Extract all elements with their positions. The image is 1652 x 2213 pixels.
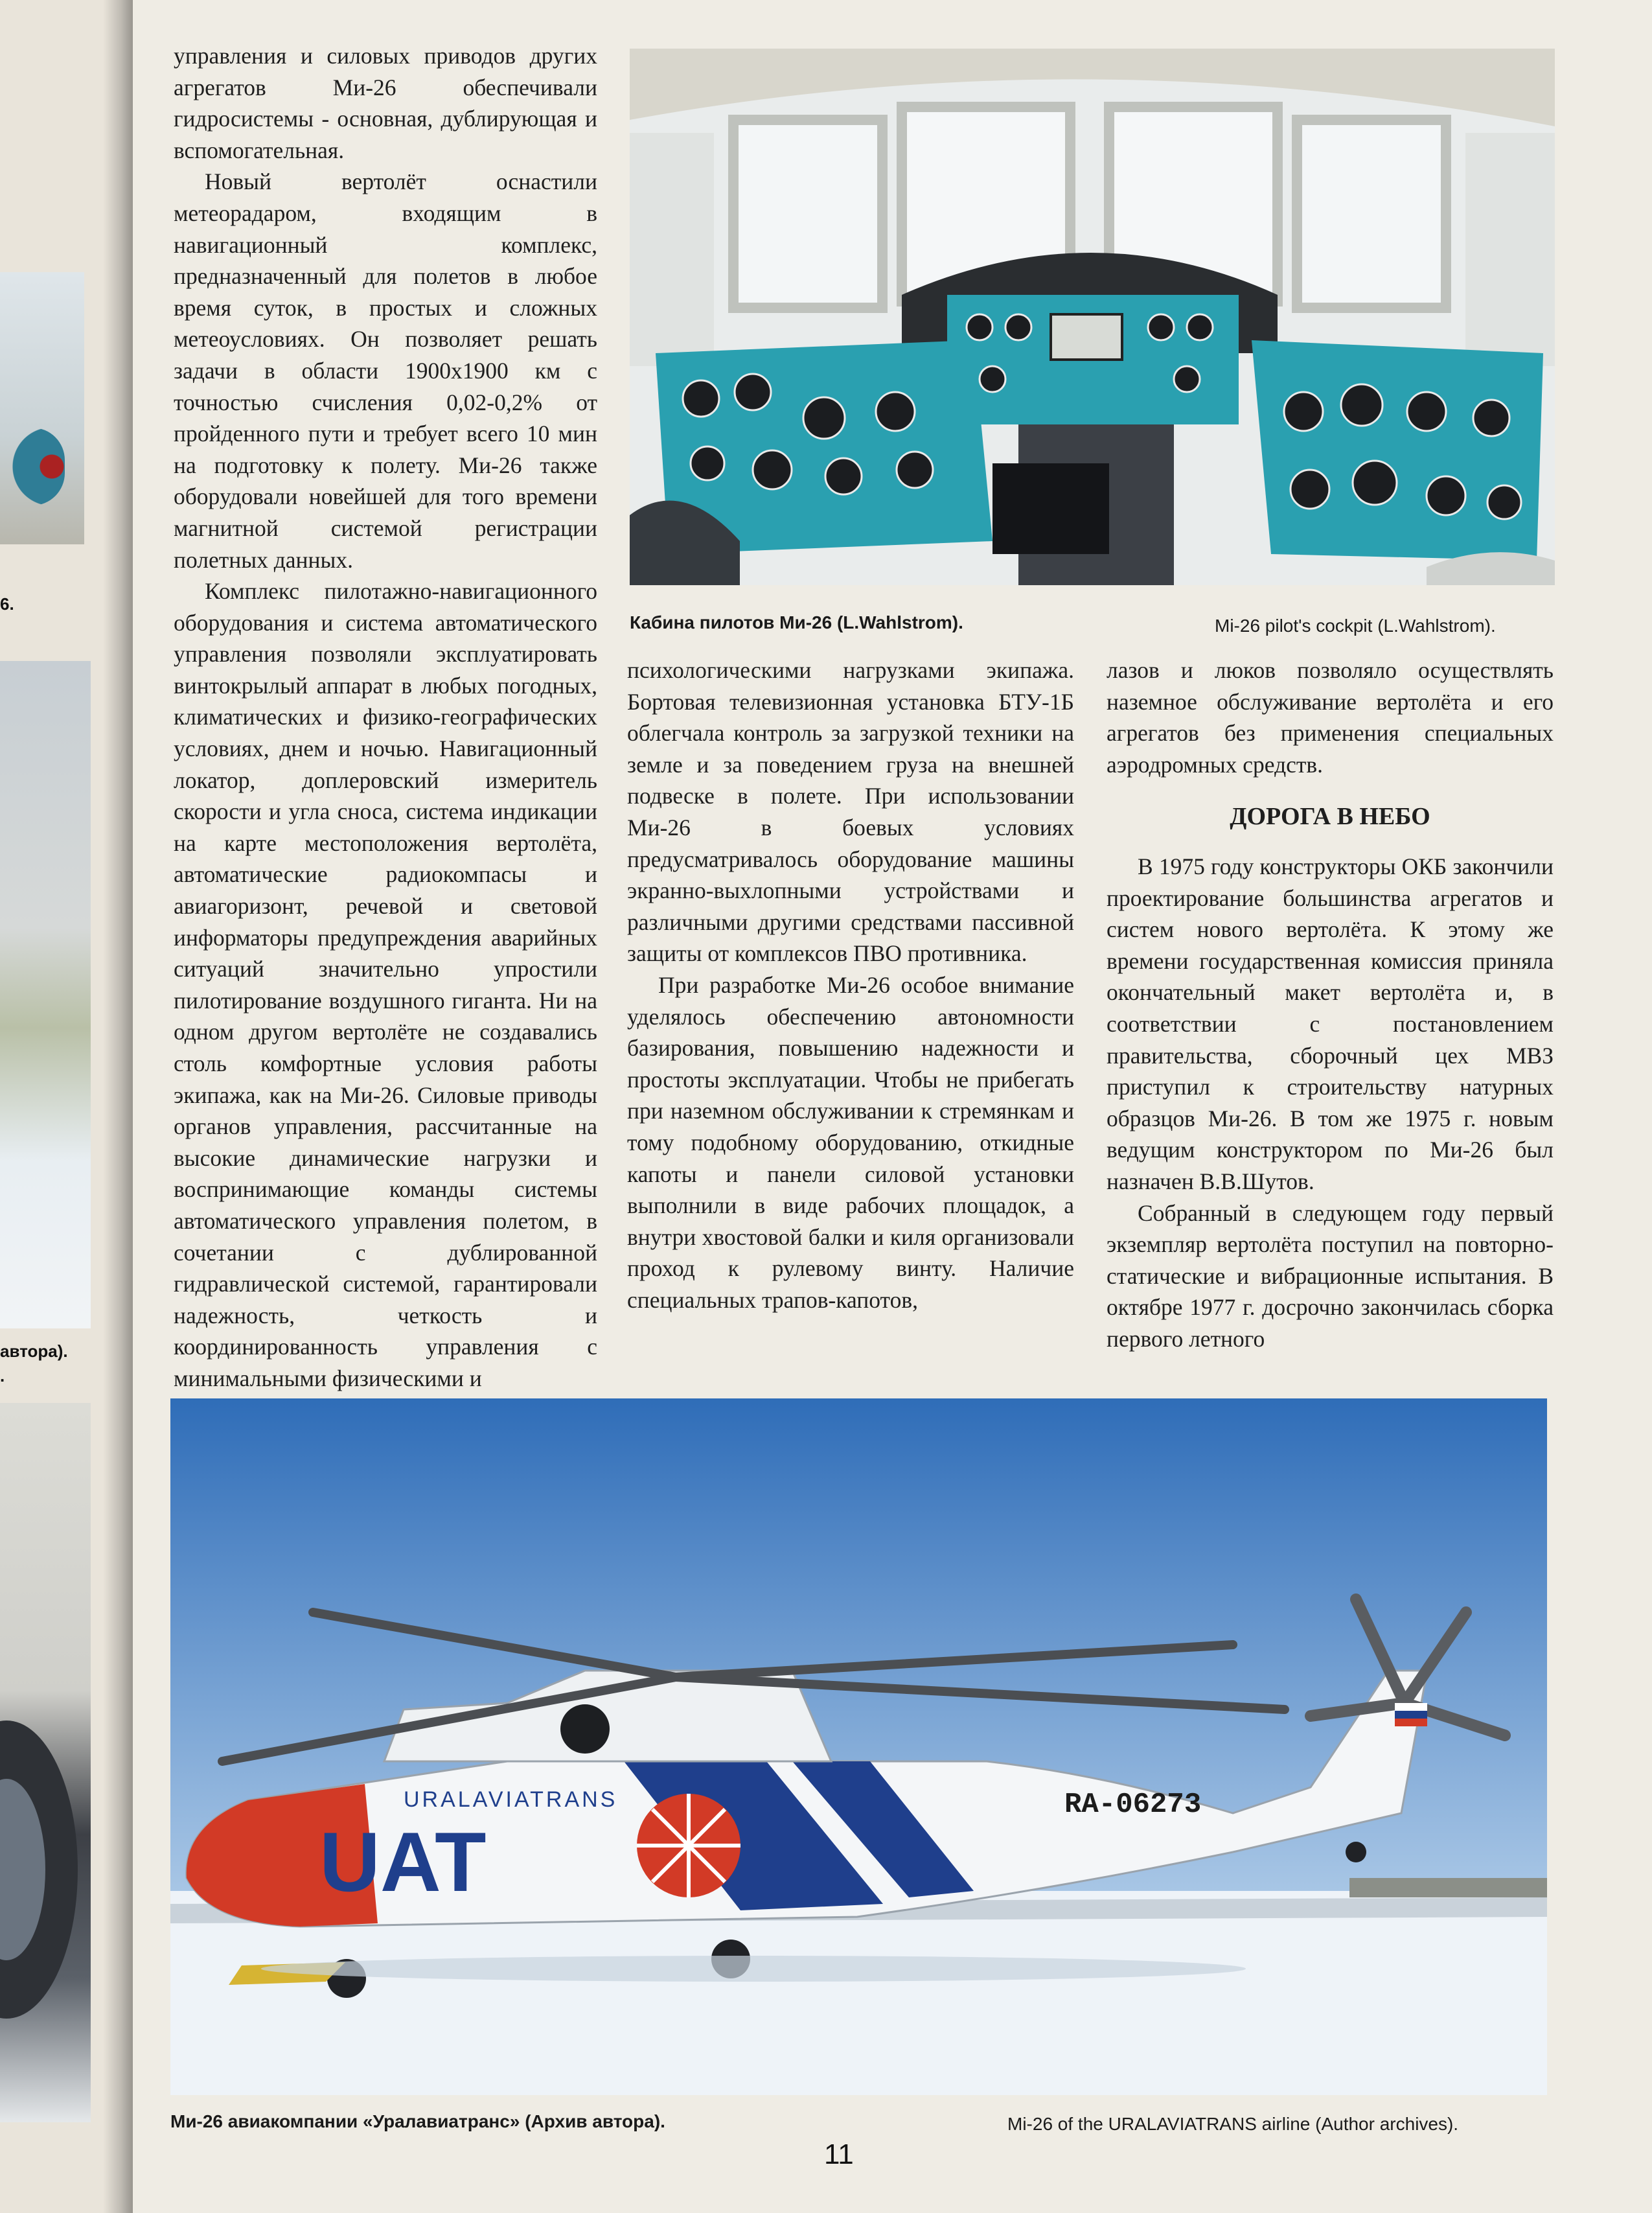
- cockpit-photo: [630, 49, 1555, 585]
- paragraph: психологическими нагрузками экипажа. Бортовая телевизионная установка БТУ-1Б облегчала контроль за загрузкой техники на земле и за поведением груза на внешней подвеске в полете. При использовании Ми-26 в боевых условиях предусматривалось оборудование машины экранно-выхлопными устройствами и различными другими средствами пассивной защиты от комплексов ПВО противника.: [627, 657, 1074, 967]
- paragraph: При разработке Ми-26 особое внимание уделялось обеспечению автономности базирования, повышению надежности и простоты эксплуатации. Чтобы не прибегать при наземном обслуживании к стремянкам и тому подобному оборудованию, откидные капоты и панели силовой установки выполнили в виде рабочих площадок, а внутри хвостовой балки и киля организовали проход к рулевому винту. Наличие специальных трапов-капотов,: [627, 971, 1074, 1313]
- page-spine-shadow: [103, 0, 133, 2213]
- pipe-detail: [0, 428, 65, 505]
- text-column-1: [174, 40, 597, 1395]
- cockpit-caption-en: Mi-26 pilot's cockpit (L.Wahlstrom).: [1215, 616, 1496, 636]
- left-facing-page: [0, 0, 133, 2213]
- livery-name-text: URALAVIATRANS: [404, 1787, 618, 1812]
- helicopter-caption-ru: Ми-26 авиакомпании «Уралавиатранс» (Архив автора).: [170, 2111, 665, 2131]
- text-column-2: [627, 655, 1074, 1315]
- left-page-photo-middle: [0, 661, 91, 1328]
- section-heading: ДОРОГА В НЕБО: [1230, 803, 1430, 831]
- helicopter-caption-en: Mi-26 of the URALAVIATRANS airline (Author archives).: [1007, 2114, 1459, 2134]
- paragraph: Новый вертолёт оснастили метеорадаром, входящим в навигационный комплекс, предназначенный для полетов в любое время суток, в простых и сложных метеоусловиях. Он позволяет решать задачи в области 1900х1900 км с точностью счисления 0,02-0,2% от пройденного пути и требует всего 10 мин на подготовку к полету. Ми-26 также оборудовали новейшей для того времени магнитной системой регистрации полетных данных.: [174, 168, 597, 573]
- page-number: 11: [824, 2138, 854, 2170]
- paragraph: Комплекс пилотажно-навигационного оборудования и система автоматического управления позволяли эксплуатировать винтокрылый аппарат в любых погодных, климатических и физико-географических условиях, днем и ночью. Навигационный локатор, доплеровский измеритель скорости и угла сноса, система индикации на карте местоположения вертолёта, автоматические радиокомпасы и авиагоризонт, речевой и световой информаторы предупреждения аварийных ситуаций значительно упростили пилотирование воздушного гиганта. Ни на одном другом вертолёте не создавались столь комфортные условия работы экипажа, как на Ми-26. Силовые приводы органов управления, рассчитанные на высокие динамические нагрузки и воспринимающие команды системы автоматического управления полетом, в сочетании с дублированной гидравлической системой, гарантировали надежность, четкость и координированность управления с минимальными физическими и: [174, 578, 597, 1391]
- livery-logo-text: UAT: [319, 1814, 487, 1909]
- cockpit-caption-ru: Кабина пилотов Ми-26 (L.Wahlstrom).: [630, 612, 963, 632]
- left-page-photo-top: [0, 272, 84, 544]
- text-column-3: [1107, 655, 1554, 1354]
- left-page-photo-bottom: [0, 1403, 91, 2122]
- left-page-caption-fragment: .: [0, 1366, 5, 1385]
- paragraph: управления и силовых приводов других агрегатов Ми-26 обеспечивали гидросистемы - основная, дублирующая и вспомогательная.: [174, 43, 597, 163]
- registration-text: RA-06273: [1064, 1789, 1202, 1821]
- paragraph: В 1975 году конструкторы ОКБ закончили проектирование большинства агрегатов и систем нового вертолёта. К этому же времени государственная комиссия приняла окончательный макет вертолёта и, в соответствии с постановлением правительства, сборочный цех МВЗ приступил к строительству натурных образцов Ми-26. В том же 1975 г. новым ведущим конструктором по Ми-26 был назначен В.В.Шутов.: [1107, 853, 1554, 1194]
- left-page-caption-fragment: 6.: [0, 594, 14, 614]
- paragraph: лазов и люков позволяло осуществлять наземное обслуживание вертолёта и его агрегатов без применения специальных аэродромных средств.: [1107, 657, 1554, 778]
- helicopter-photo: [170, 1398, 1547, 2095]
- paragraph: Собранный в следующем году первый экземпляр вертолёта поступил на повторно-статические и вибрационные испытания. В октябре 1977 г. досрочно закончилась сборка первого летного: [1107, 1199, 1554, 1352]
- left-page-caption-fragment: автора).: [0, 1341, 68, 1361]
- wheel-illustration: [0, 1403, 91, 2122]
